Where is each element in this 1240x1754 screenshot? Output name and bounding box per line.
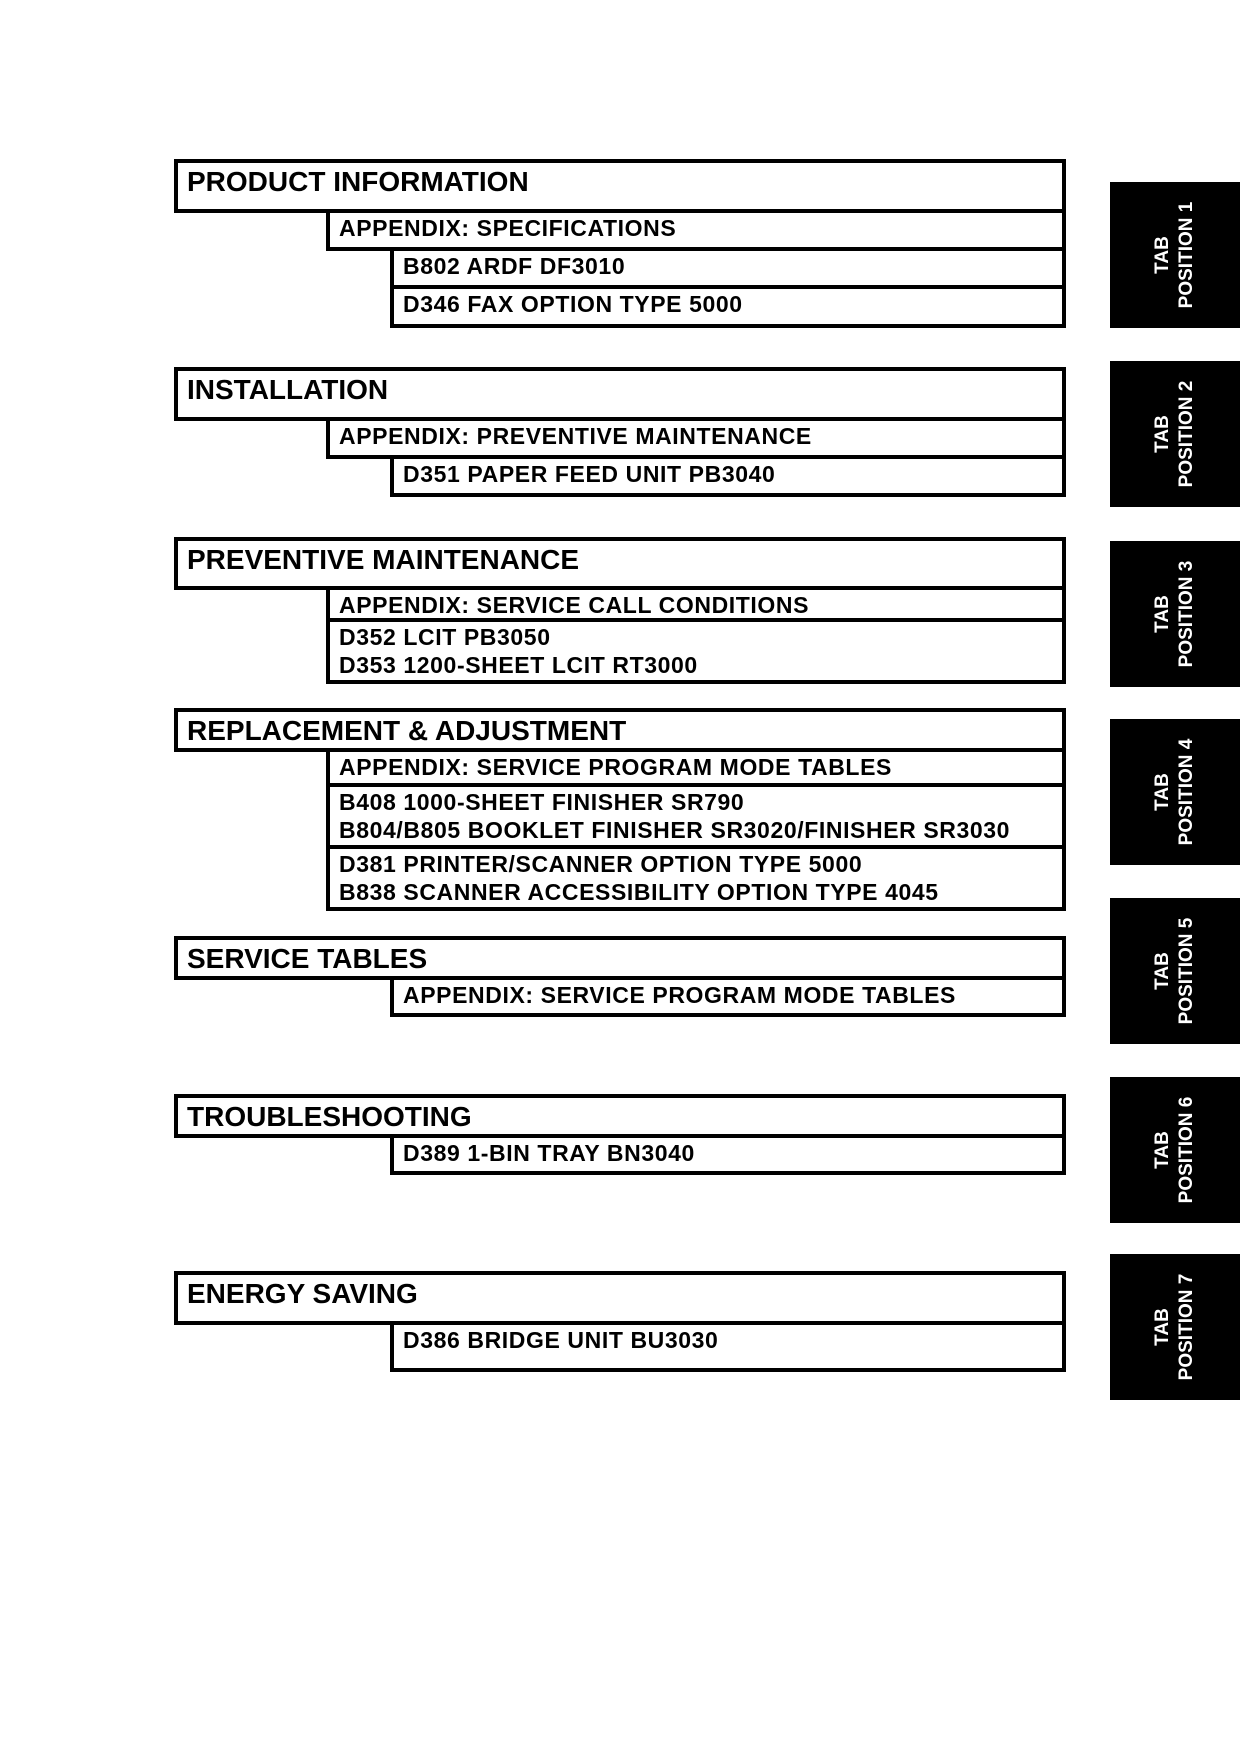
section-title-installation[interactable]: INSTALLATION	[174, 367, 1066, 421]
tab-position-6[interactable]	[1110, 1077, 1240, 1223]
tab-label-line2: POSITION 5	[1176, 917, 1197, 1025]
tab-label-line1: TAB	[1152, 415, 1173, 453]
option-b408-finisher: B408 1000-SHEET FINISHER SR790	[339, 789, 745, 815]
option-d351-paper-feed[interactable]: D351 PAPER FEED UNIT PB3040	[390, 455, 1066, 497]
tab-position-4[interactable]	[1110, 719, 1240, 865]
option-b838-scanner-accessibility: B838 SCANNER ACCESSIBILITY OPTION TYPE 4045	[339, 879, 939, 905]
tab-position-7[interactable]	[1110, 1254, 1240, 1400]
tab-label-line2: POSITION 4	[1176, 738, 1197, 846]
option-group-scanner[interactable]	[326, 845, 1066, 911]
appendix-service-call-conditions[interactable]: APPENDIX: SERVICE CALL CONDITIONS	[326, 586, 1066, 622]
appendix-service-program-mode-tables-2[interactable]: APPENDIX: SERVICE PROGRAM MODE TABLES	[390, 976, 1066, 1017]
option-b802-ardf[interactable]: B802 ARDF DF3010	[390, 247, 1066, 289]
tab-label-line1: TAB	[1152, 595, 1173, 633]
tab-label-line1: TAB	[1152, 1131, 1173, 1169]
section-title-product-information[interactable]: PRODUCT INFORMATION	[174, 159, 1066, 213]
tab-label-line1: TAB	[1152, 952, 1173, 990]
option-b804-booklet-finisher: B804/B805 BOOKLET FINISHER SR3020/FINISHER SR3030	[339, 817, 1011, 843]
option-d353-lcit: D353 1200-SHEET LCIT RT3000	[339, 652, 698, 678]
tab-label-line1: TAB	[1152, 773, 1173, 811]
tab-label-line1: TAB	[1152, 1308, 1173, 1346]
option-d386-bridge-unit[interactable]: D386 BRIDGE UNIT BU3030	[390, 1321, 1066, 1372]
option-d346-fax[interactable]: D346 FAX OPTION TYPE 5000	[390, 285, 1066, 328]
option-d381-printer-scanner: D381 PRINTER/SCANNER OPTION TYPE 5000	[339, 851, 863, 877]
tab-label-line2: POSITION 3	[1176, 560, 1197, 668]
section-title-troubleshooting[interactable]: TROUBLESHOOTING	[174, 1094, 1066, 1138]
tab-position-1[interactable]	[1110, 182, 1240, 328]
section-title-preventive-maintenance[interactable]: PREVENTIVE MAINTENANCE	[174, 537, 1066, 590]
tab-label-line2: POSITION 2	[1176, 380, 1197, 488]
section-title-service-tables[interactable]: SERVICE TABLES	[174, 936, 1066, 980]
appendix-service-program-mode-tables[interactable]: APPENDIX: SERVICE PROGRAM MODE TABLES	[326, 748, 1066, 787]
tab-position-5[interactable]	[1110, 898, 1240, 1044]
tab-label-line2: POSITION 6	[1176, 1096, 1197, 1204]
tab-label-line2: POSITION 1	[1176, 201, 1197, 309]
appendix-specifications[interactable]: APPENDIX: SPECIFICATIONS	[326, 209, 1066, 251]
option-d389-bin-tray[interactable]: D389 1-BIN TRAY BN3040	[390, 1134, 1066, 1175]
option-group-finishers[interactable]	[326, 783, 1066, 849]
appendix-preventive-maintenance[interactable]: APPENDIX: PREVENTIVE MAINTENANCE	[326, 417, 1066, 459]
option-d352-lcit: D352 LCIT PB3050	[339, 624, 551, 650]
tab-label-line1: TAB	[1152, 236, 1173, 274]
tab-label-line2: POSITION 7	[1176, 1273, 1197, 1381]
section-title-replacement-adjustment[interactable]: REPLACEMENT & ADJUSTMENT	[174, 708, 1066, 752]
section-title-energy-saving[interactable]: ENERGY SAVING	[174, 1271, 1066, 1325]
option-group-lcit[interactable]	[326, 618, 1066, 684]
tab-position-2[interactable]	[1110, 361, 1240, 507]
tab-position-3[interactable]	[1110, 541, 1240, 687]
